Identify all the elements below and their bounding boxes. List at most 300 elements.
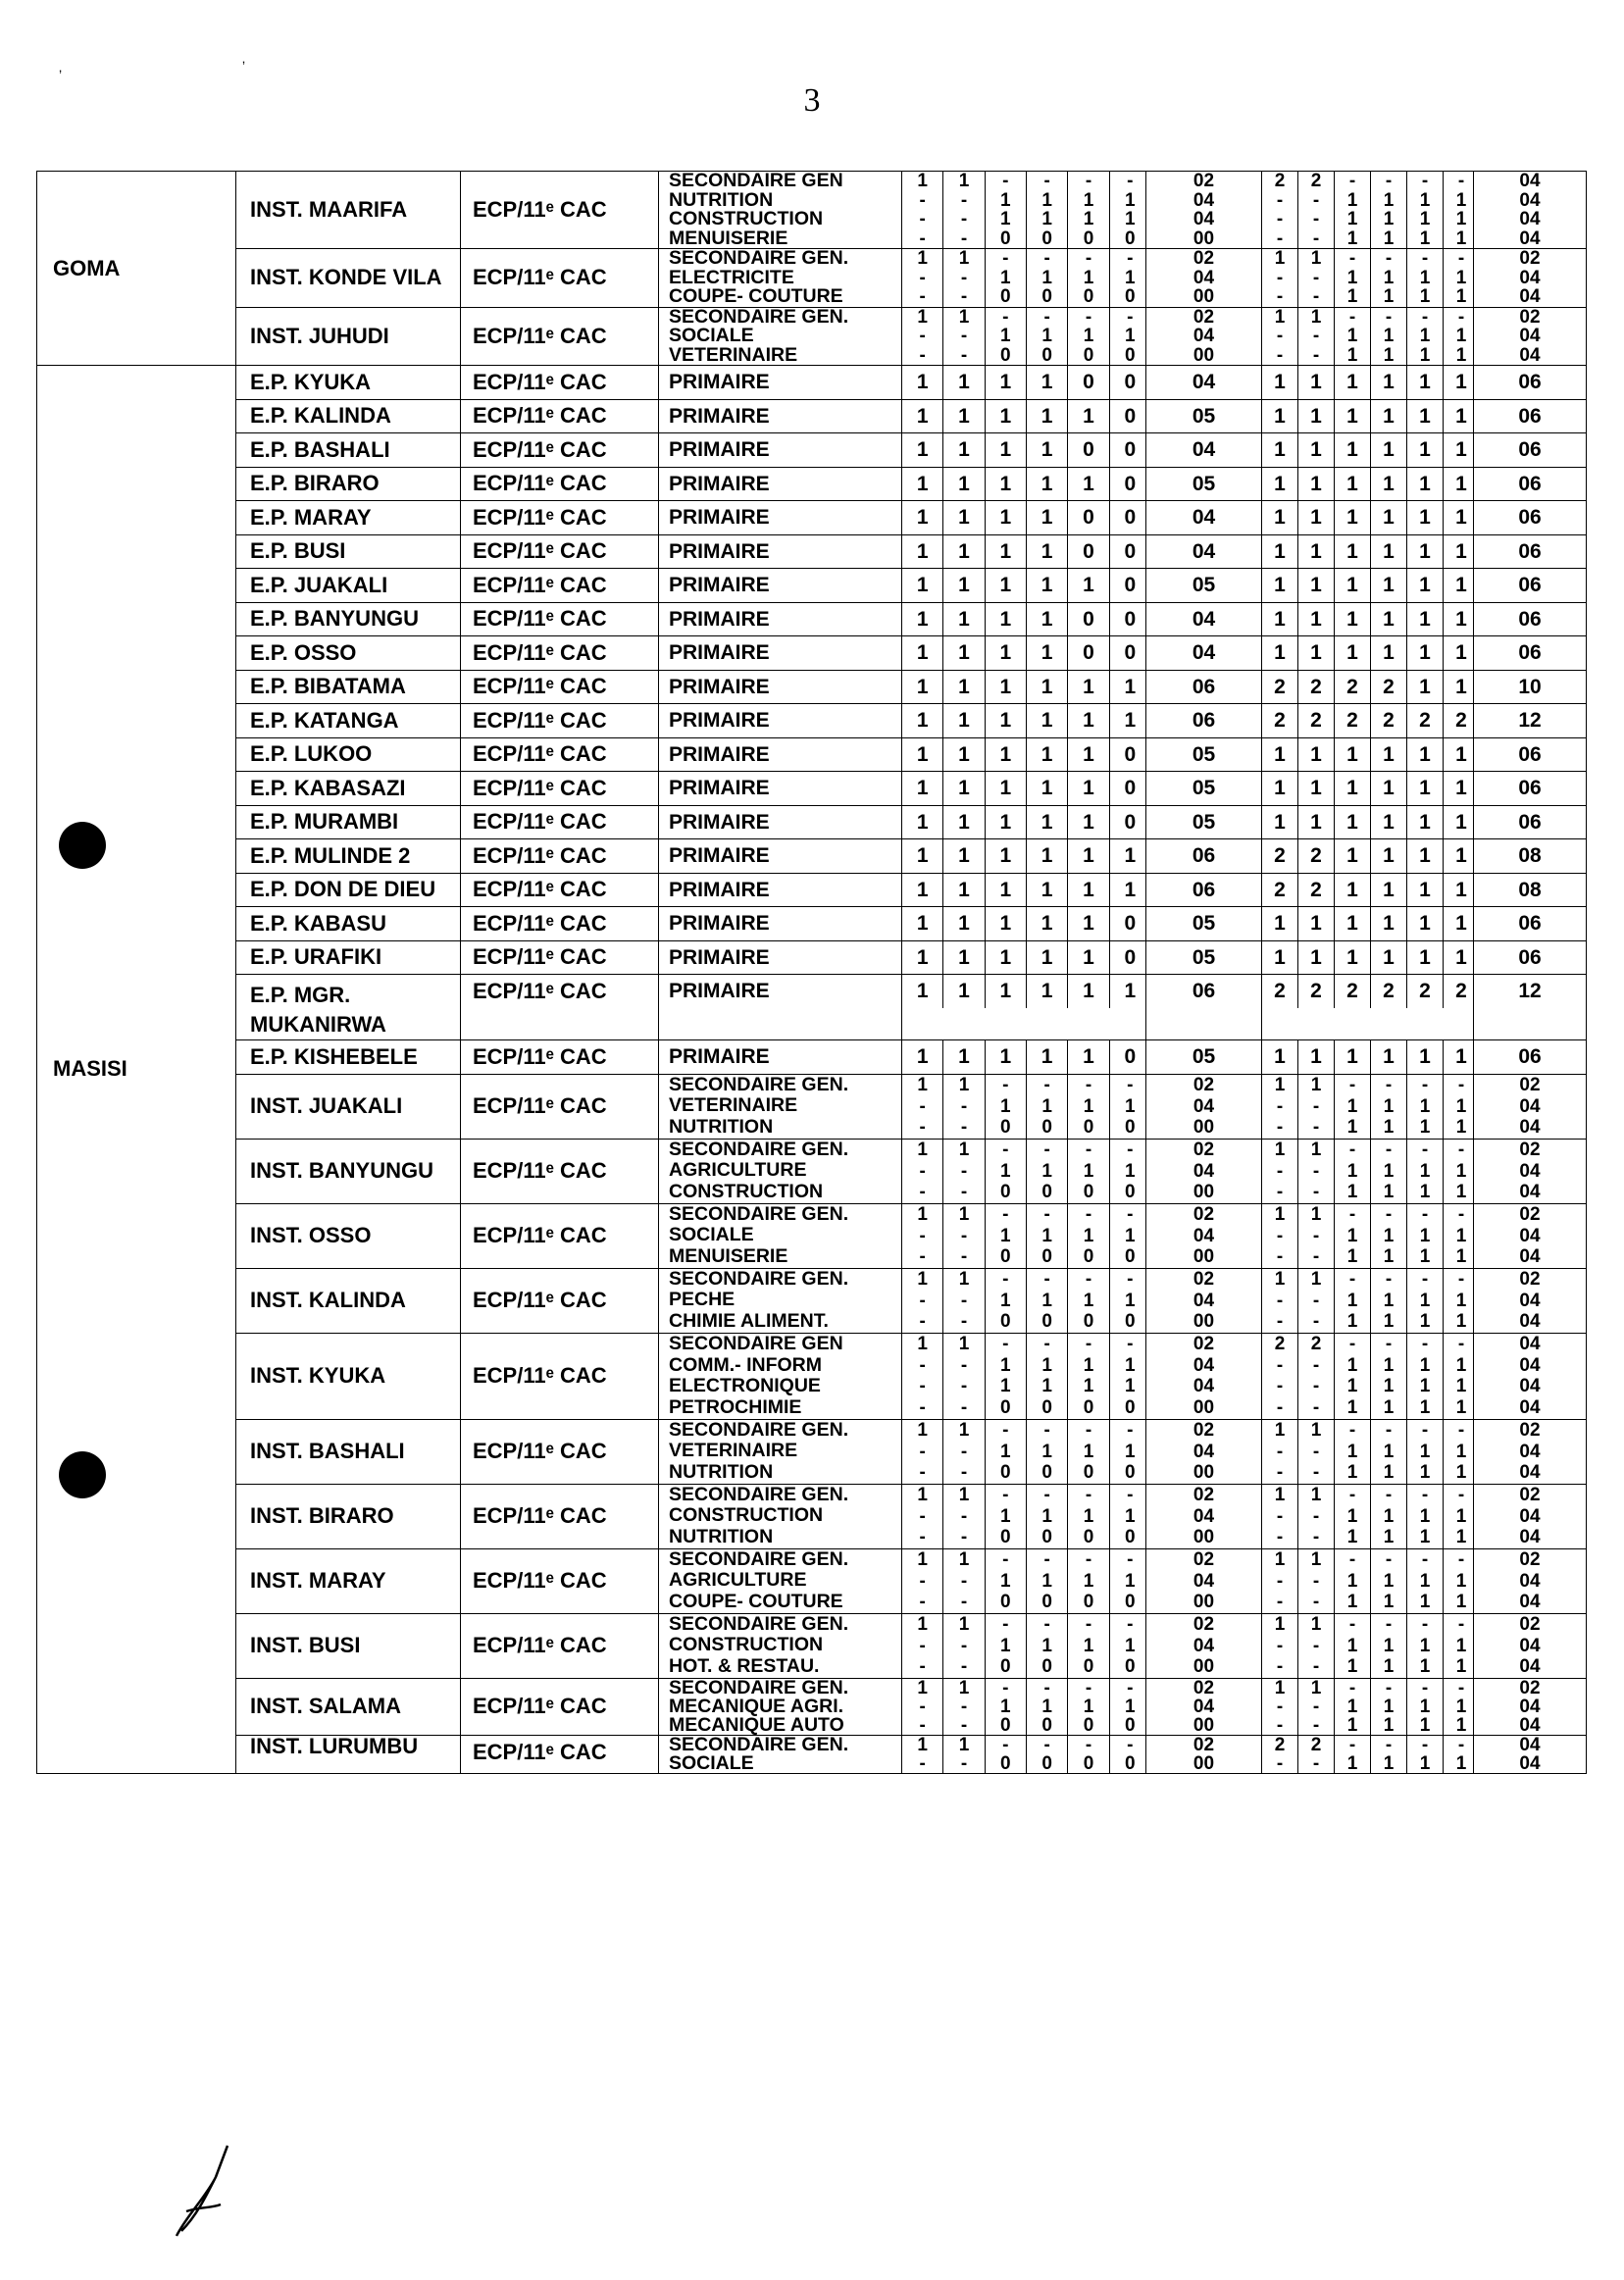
school-name: INST. SALAMA — [236, 1678, 461, 1735]
current-total — [1146, 172, 1262, 249]
class-count: 1 — [1125, 209, 1136, 230]
class-count: - — [1027, 1140, 1068, 1161]
class-count: - — [1262, 1697, 1298, 1716]
class-count: 1 — [1335, 772, 1371, 805]
class-count: 1 — [1407, 1376, 1444, 1397]
class-count: 1 — [1455, 675, 1467, 698]
class-count: 1 — [1455, 1160, 1467, 1182]
class-count: - — [1127, 248, 1134, 270]
option-label: AGRICULTURE — [669, 1569, 807, 1592]
class-count: 1 — [1068, 738, 1109, 772]
option-label: VETERINAIRE — [669, 343, 798, 366]
class-count: 1 — [1335, 1697, 1371, 1716]
current-total — [1146, 670, 1262, 704]
planned-classes — [1262, 1419, 1474, 1484]
total-value: 04 — [1192, 438, 1216, 462]
class-count: - — [1298, 210, 1335, 229]
planned-total — [1474, 940, 1587, 975]
class-count: 1 — [1455, 1354, 1467, 1376]
class-count: 1 — [1407, 1397, 1444, 1419]
class-count: 1 — [1262, 1204, 1298, 1226]
class-count: 1 — [1455, 1656, 1467, 1678]
table-row — [37, 704, 1587, 738]
class-count: 2 — [1262, 1334, 1298, 1355]
class-count: 1 — [1068, 1095, 1109, 1117]
class-count: 1 — [902, 839, 943, 873]
class-count: - — [1298, 1225, 1335, 1246]
class-count: 1 — [902, 603, 943, 636]
total-value: 06 — [1518, 404, 1542, 428]
class-count: 1 — [1262, 1040, 1298, 1074]
total-value: 04 — [1193, 1225, 1215, 1246]
class-count: - — [1127, 306, 1134, 328]
class-count: 1 — [1455, 574, 1467, 597]
class-count: 0 — [1124, 810, 1137, 834]
class-count: - — [1407, 1485, 1444, 1506]
planned-total — [1474, 569, 1587, 603]
class-count: - — [1262, 1354, 1298, 1376]
planned-total — [1474, 467, 1587, 501]
school-name: E.P. LUKOO — [236, 737, 461, 772]
class-count: 1 — [986, 839, 1027, 873]
class-count: 0 — [1124, 472, 1137, 495]
class-count: - — [1335, 1075, 1371, 1096]
total-value: 04 — [1519, 1334, 1541, 1355]
class-count: - — [1068, 172, 1109, 191]
option-label: SECONDAIRE GEN — [669, 170, 843, 191]
total-value: 04 — [1519, 344, 1541, 366]
planned-classes — [1262, 907, 1474, 941]
planned-classes — [1262, 569, 1474, 603]
class-count: 2 — [1335, 975, 1371, 1008]
class-count: 1 — [902, 535, 943, 569]
class-count: - — [943, 191, 985, 211]
class-count: 0 — [986, 1754, 1027, 1773]
planned-classes — [1262, 1735, 1474, 1773]
total-value: 04 — [1519, 1592, 1541, 1613]
class-count: - — [1298, 1716, 1335, 1735]
class-count: 1 — [943, 1075, 985, 1096]
class-count: 1 — [1335, 806, 1371, 839]
ecp-code: ECP/11ᵉ CAC — [461, 366, 659, 400]
ecp-code: ECP/11ᵉ CAC — [461, 501, 659, 535]
planned-total — [1474, 602, 1587, 636]
class-count: 0 — [1068, 1117, 1109, 1139]
class-count: 1 — [986, 501, 1027, 534]
class-count: 1 — [1262, 941, 1298, 975]
option-label: NUTRITION — [669, 1526, 774, 1548]
class-count: - — [1127, 1074, 1134, 1095]
class-count: - — [1262, 1225, 1298, 1246]
class-count: 1 — [1371, 287, 1407, 307]
class-count: 1 — [1027, 1095, 1068, 1117]
option-label: PRIMAIRE — [669, 709, 770, 733]
class-count: 1 — [902, 1204, 943, 1226]
class-count: - — [1068, 1420, 1109, 1442]
class-count: 1 — [1068, 671, 1109, 704]
class-count: - — [902, 1635, 943, 1656]
class-count: 1 — [986, 975, 1027, 1008]
class-count: - — [1407, 1420, 1444, 1442]
class-count: 1 — [1371, 1311, 1407, 1333]
option-cell — [659, 940, 902, 975]
class-count: - — [1298, 1656, 1335, 1678]
ecp-code: ECP/11ᵉ CAC — [461, 1419, 659, 1484]
class-count: - — [1068, 1679, 1109, 1697]
class-count: 1 — [1068, 327, 1109, 346]
class-count: - — [1298, 191, 1335, 211]
class-count: 1 — [1335, 1570, 1371, 1592]
total-value: 04 — [1192, 607, 1216, 631]
option-label: PRIMAIRE — [669, 472, 770, 495]
school-name: E.P. KYUKA — [236, 366, 461, 400]
class-count: 1 — [902, 1736, 943, 1754]
class-count: 1 — [1371, 433, 1407, 467]
class-count: 1 — [1125, 1505, 1136, 1527]
option-label: PRIMAIRE — [669, 574, 770, 597]
current-classes — [902, 1735, 1146, 1773]
class-count: 1 — [1455, 472, 1467, 495]
class-count: 1 — [986, 535, 1027, 569]
class-count: - — [1262, 210, 1298, 229]
class-count: 1 — [1335, 1311, 1371, 1333]
total-value: 04 — [1519, 1441, 1541, 1462]
current-total — [1146, 873, 1262, 907]
class-count: 1 — [1027, 874, 1068, 907]
planned-total — [1474, 366, 1587, 400]
option-label: SECONDAIRE GEN. — [669, 1676, 849, 1698]
class-count: - — [1262, 1246, 1298, 1268]
ecp-code: ECP/11ᵉ CAC — [461, 1203, 659, 1268]
class-count: 1 — [1027, 704, 1068, 737]
class-count: 1 — [1262, 907, 1298, 940]
option-label: NUTRITION — [669, 1460, 774, 1483]
ecp-code: ECP/11ᵉ CAC — [461, 839, 659, 874]
class-count: 1 — [1027, 327, 1068, 346]
class-count: 1 — [943, 772, 985, 805]
table-row — [37, 1040, 1587, 1075]
class-count: 1 — [986, 603, 1027, 636]
class-count: - — [1127, 171, 1134, 192]
class-count: 1 — [1068, 1635, 1109, 1656]
class-count: - — [943, 1376, 985, 1397]
ecp-code: ECP/11ᵉ CAC — [461, 805, 659, 839]
total-value: 04 — [1519, 1635, 1541, 1656]
class-count: - — [943, 1754, 985, 1773]
current-total — [1146, 1040, 1262, 1075]
total-value: 06 — [1192, 675, 1216, 698]
class-count: 1 — [986, 1505, 1027, 1527]
option-label: PRIMAIRE — [669, 675, 770, 698]
option-label: SECONDAIRE GEN. — [669, 1267, 849, 1290]
class-count: - — [1335, 308, 1371, 328]
class-count: 1 — [1335, 1095, 1371, 1117]
table-row — [37, 172, 1587, 249]
class-count: 1 — [902, 1140, 943, 1161]
class-count: 1 — [1371, 1246, 1407, 1268]
class-count: 1 — [1407, 772, 1444, 805]
ecp-code: ECP/11ᵉ CAC — [461, 1735, 659, 1773]
class-count: 1 — [1125, 1095, 1136, 1117]
class-count: 0 — [986, 1592, 1027, 1613]
class-count: 0 — [1125, 1714, 1136, 1736]
option-label: SOCIALE — [669, 325, 754, 346]
class-count: - — [943, 287, 985, 307]
total-value: 05 — [1192, 574, 1216, 597]
option-label: SOCIALE — [669, 1224, 754, 1246]
class-count: 0 — [1125, 286, 1136, 308]
class-count: 0 — [986, 1311, 1027, 1333]
school-name: E.P. MARAY — [236, 501, 461, 535]
current-classes — [902, 534, 1146, 569]
class-count: 2 — [1455, 980, 1467, 1003]
class-count: 1 — [902, 1614, 943, 1636]
current-classes — [902, 1040, 1146, 1075]
class-count: 1 — [986, 671, 1027, 704]
planned-classes — [1262, 1678, 1474, 1735]
class-count: 1 — [1027, 738, 1068, 772]
class-count: 1 — [1455, 1117, 1467, 1139]
class-count: 1 — [902, 172, 943, 191]
class-count: 1 — [1298, 366, 1335, 399]
option-label: PETROCHIMIE — [669, 1395, 802, 1418]
class-count: - — [1068, 308, 1109, 328]
total-value: 05 — [1192, 945, 1216, 969]
class-count: - — [1298, 346, 1335, 366]
class-count: 0 — [1125, 1752, 1136, 1774]
class-count: 1 — [1371, 1527, 1407, 1548]
current-total — [1146, 1203, 1262, 1268]
school-name: INST. BANYUNGU — [236, 1139, 461, 1203]
current-total — [1146, 307, 1262, 366]
class-count: 1 — [986, 400, 1027, 433]
planned-total — [1474, 1613, 1587, 1678]
class-count: 0 — [1068, 1311, 1109, 1333]
class-count: 1 — [1407, 636, 1444, 670]
class-count: 1 — [1068, 1354, 1109, 1376]
class-count: 1 — [902, 1549, 943, 1571]
class-count: - — [1335, 1485, 1371, 1506]
scan-marks: ‚ ʼ — [59, 59, 334, 75]
class-count: 1 — [1455, 1182, 1467, 1203]
class-count: 1 — [986, 1040, 1027, 1074]
current-total — [1146, 1268, 1262, 1333]
class-count: 2 — [1371, 704, 1407, 737]
class-count: 1 — [1455, 1095, 1467, 1117]
planned-total — [1474, 772, 1587, 806]
total-value: 05 — [1192, 1045, 1216, 1069]
class-count: 1 — [1027, 1441, 1068, 1462]
total-value: 04 — [1519, 189, 1541, 211]
option-label: CONSTRUCTION — [669, 208, 824, 229]
ecp-code: ECP/11ᵉ CAC — [461, 602, 659, 636]
class-count: 1 — [1455, 1045, 1467, 1069]
current-total — [1146, 1419, 1262, 1484]
class-count: - — [986, 1679, 1027, 1697]
current-classes — [902, 1419, 1146, 1484]
class-count: 1 — [1371, 327, 1407, 346]
class-count: 1 — [1455, 1397, 1467, 1419]
class-count: 1 — [1262, 433, 1298, 467]
class-count: - — [1457, 1484, 1465, 1505]
table-row — [37, 873, 1587, 907]
class-count: 1 — [1298, 1140, 1335, 1161]
class-count: 1 — [1262, 366, 1298, 399]
class-count: 1 — [1027, 569, 1068, 602]
total-value: 04 — [1519, 228, 1541, 249]
current-classes — [902, 1613, 1146, 1678]
class-count: - — [1298, 1397, 1335, 1419]
total-value: 04 — [1519, 1527, 1541, 1548]
class-count: 1 — [1371, 1505, 1407, 1527]
class-count: - — [1371, 1679, 1407, 1697]
class-count: 1 — [986, 210, 1027, 229]
class-count: - — [1371, 1420, 1407, 1442]
option-label: PRIMAIRE — [669, 539, 770, 563]
class-count: - — [986, 1075, 1027, 1096]
option-label: SECONDAIRE GEN. — [669, 1733, 849, 1755]
option-cell — [659, 467, 902, 501]
class-count: 1 — [1262, 1679, 1298, 1697]
class-count: 1 — [1068, 400, 1109, 433]
class-count: 1 — [986, 269, 1027, 288]
class-count: 2 — [1262, 671, 1298, 704]
total-value: 06 — [1518, 742, 1542, 766]
total-value: 06 — [1518, 506, 1542, 530]
class-count: - — [1371, 1075, 1407, 1096]
class-count: 1 — [1262, 535, 1298, 569]
class-count: 0 — [1027, 1246, 1068, 1268]
class-count: - — [943, 1117, 985, 1139]
class-count: 1 — [902, 366, 943, 399]
class-count: 1 — [1125, 1290, 1136, 1311]
planned-classes — [1262, 1613, 1474, 1678]
table-row — [37, 1333, 1587, 1419]
class-count: 1 — [1027, 603, 1068, 636]
class-count: 1 — [943, 1140, 985, 1161]
total-value: 06 — [1192, 844, 1216, 868]
class-count: 1 — [1262, 1485, 1298, 1506]
total-value: 04 — [1192, 641, 1216, 665]
class-count: 1 — [1407, 191, 1444, 211]
total-value: 02 — [1193, 1419, 1215, 1441]
class-count: 1 — [1407, 269, 1444, 288]
class-count: 1 — [1455, 1570, 1467, 1592]
class-count: 1 — [1335, 501, 1371, 534]
class-count: 1 — [1335, 1160, 1371, 1182]
class-count: 1 — [1027, 941, 1068, 975]
class-count: 0 — [1068, 229, 1109, 249]
class-count: 1 — [1371, 569, 1407, 602]
class-count: - — [1298, 1570, 1335, 1592]
class-count: - — [1335, 1269, 1371, 1291]
class-count: 2 — [1262, 839, 1298, 873]
planned-classes — [1262, 1203, 1474, 1268]
total-value: 04 — [1519, 267, 1541, 288]
class-count: - — [1127, 1484, 1134, 1505]
total-value: 05 — [1192, 810, 1216, 834]
total-value: 05 — [1192, 912, 1216, 936]
total-value: 04 — [1193, 1696, 1215, 1717]
class-count: 1 — [943, 603, 985, 636]
class-count: - — [902, 269, 943, 288]
class-count: - — [1127, 1419, 1134, 1441]
class-count: 1 — [1027, 1635, 1068, 1656]
class-count: - — [943, 1354, 985, 1376]
total-value: 06 — [1518, 472, 1542, 495]
current-classes — [902, 172, 1146, 249]
class-count: 1 — [1298, 468, 1335, 501]
class-count: 0 — [1124, 506, 1137, 530]
signature-mark — [167, 2138, 245, 2246]
class-count: - — [1457, 1548, 1465, 1570]
class-count: - — [902, 1311, 943, 1333]
class-count: 1 — [1068, 468, 1109, 501]
class-count: 1 — [1027, 535, 1068, 569]
class-count: 1 — [902, 400, 943, 433]
ecp-code: ECP/11ᵉ CAC — [461, 1333, 659, 1419]
class-count: 0 — [1125, 1246, 1136, 1268]
class-count: 1 — [1335, 907, 1371, 940]
class-count: 1 — [1335, 1656, 1371, 1678]
class-count: 1 — [986, 1635, 1027, 1656]
class-count: - — [1407, 1549, 1444, 1571]
current-classes — [902, 839, 1146, 874]
planned-total — [1474, 1203, 1587, 1268]
option-label: MECANIQUE AGRI. — [669, 1695, 844, 1717]
class-count: - — [986, 308, 1027, 328]
ecp-code: ECP/11ᵉ CAC — [461, 467, 659, 501]
class-count: 1 — [1335, 1441, 1371, 1462]
current-total — [1146, 399, 1262, 433]
class-count: 1 — [1335, 366, 1371, 399]
current-classes — [902, 805, 1146, 839]
class-count: 1 — [902, 1485, 943, 1506]
class-count: 1 — [902, 975, 943, 1008]
class-count: 0 — [1124, 404, 1137, 428]
class-count: 0 — [986, 1182, 1027, 1203]
table-row — [37, 907, 1587, 941]
class-count: - — [1457, 1334, 1465, 1355]
class-count: - — [1335, 172, 1371, 191]
total-value: 04 — [1192, 371, 1216, 394]
class-count: - — [1262, 1290, 1298, 1311]
total-value: 05 — [1192, 404, 1216, 428]
class-count: 1 — [1371, 772, 1407, 805]
class-count: 1 — [1455, 1246, 1467, 1268]
class-count: - — [1027, 1485, 1068, 1506]
class-count: - — [1027, 172, 1068, 191]
table-row — [37, 1419, 1587, 1484]
total-value: 02 — [1519, 1614, 1541, 1636]
class-count: 1 — [986, 327, 1027, 346]
class-count: 1 — [1455, 945, 1467, 969]
class-count: - — [1298, 1117, 1335, 1139]
class-count: - — [1371, 1736, 1407, 1754]
class-count: 0 — [1068, 433, 1109, 467]
class-count: 1 — [1262, 1614, 1298, 1636]
class-count: 0 — [1027, 1656, 1068, 1678]
option-cell — [659, 907, 902, 941]
class-count: 1 — [943, 1334, 985, 1355]
class-count: - — [1457, 1419, 1465, 1441]
class-count: 0 — [1125, 1592, 1136, 1613]
class-count: - — [1068, 1140, 1109, 1161]
class-count: - — [1068, 1075, 1109, 1096]
class-count: 1 — [1027, 366, 1068, 399]
class-count: - — [1262, 1095, 1298, 1117]
option-label: CONSTRUCTION — [669, 1634, 824, 1656]
